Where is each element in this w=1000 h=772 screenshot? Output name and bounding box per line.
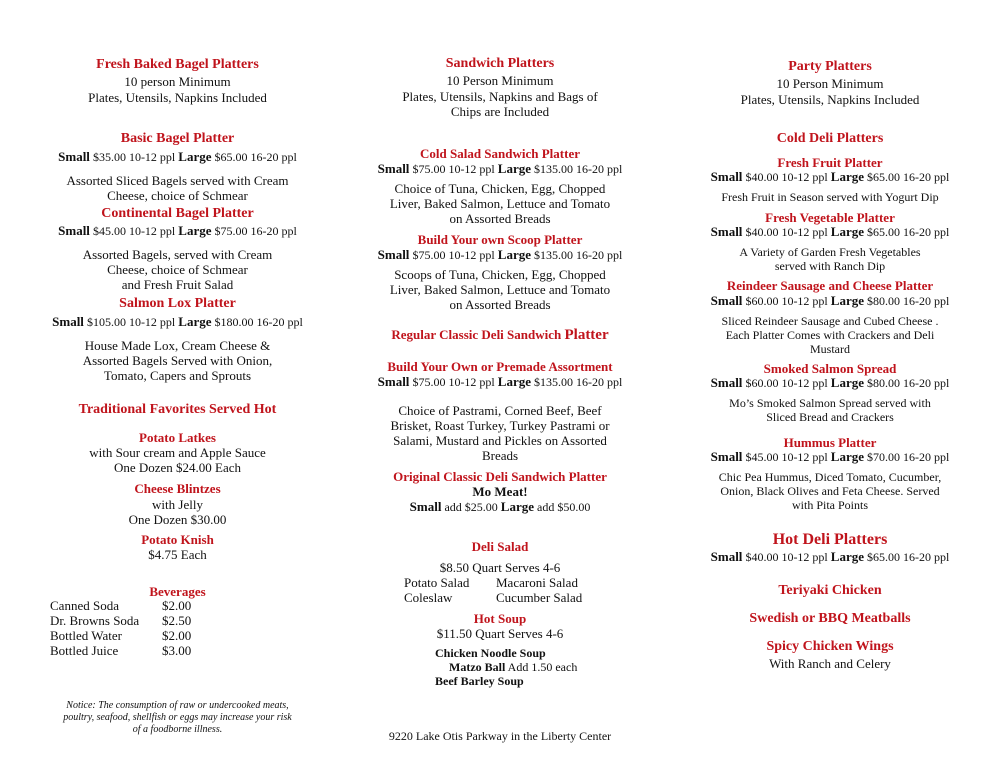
original-deli-sub: Mo Meat! — [472, 484, 528, 499]
list-item: Canned Soda $2.00 — [50, 598, 192, 613]
soup-beef-barley: Beef Barley Soup — [435, 674, 524, 688]
smoked-salmon-prices: Small $60.00 10-12 ppl Large $80.00 16-20 ppl — [710, 375, 950, 390]
smoked-salmon-title: Smoked Salmon Spread — [763, 361, 897, 376]
column-sandwich-platters — [365, 0, 635, 772]
salmon-lox-title: Salmon Lox Platter — [119, 296, 236, 311]
column-party-platters — [700, 0, 960, 772]
bagel-section-title: Fresh Baked Bagel Platters — [96, 57, 259, 72]
fruit-platter-prices: Small $40.00 10-12 ppl Large $65.00 16-20 ppl — [710, 169, 950, 184]
party-minimum: 10 Person Minimum — [776, 76, 884, 91]
hot-favorites-title: Traditional Favorites Served Hot — [78, 402, 277, 417]
basic-bagel-desc: Assorted Sliced Bagels served with Cream Cheese, choice of Schmear — [66, 173, 289, 203]
reindeer-platter-prices: Small $60.00 10-12 ppl Large $80.00 16-20 ppl — [710, 293, 950, 308]
regular-deli-title: Regular Classic Deli Sandwich Platter — [391, 327, 609, 343]
continental-bagel-title: Continental Bagel Platter — [101, 206, 254, 221]
list-item: Potato Salad Macaroni Salad — [404, 575, 578, 590]
reindeer-platter-desc: Sliced Reindeer Sausage and Cubed Cheese . Each Platter Comes with Crackers and Deli Mustard — [721, 314, 939, 356]
cheese-blintzes-desc: with Jelly One Dozen $30.00 — [128, 497, 227, 527]
soup-chicken-noodle: Chicken Noodle Soup — [435, 646, 546, 660]
vegetable-platter-desc: A Variety of Garden Fresh Vegetables served with Ranch Dip — [739, 245, 921, 273]
basic-bagel-prices: Small $35.00 10-12 ppl Large $65.00 16-20 ppl — [58, 149, 297, 164]
address: 9220 Lake Otis Parkway in the Liberty Center — [388, 729, 612, 743]
sandwich-section-title: Sandwich Platters — [445, 56, 555, 71]
teriyaki-chicken: Teriyaki Chicken — [778, 583, 882, 598]
chicken-wings: Spicy Chicken Wings — [766, 639, 894, 654]
vegetable-platter-prices: Small $40.00 10-12 ppl Large $65.00 16-20 ppl — [710, 224, 950, 239]
vegetable-platter-title: Fresh Vegetable Platter — [765, 210, 895, 225]
hot-deli-title: Hot Deli Platters — [772, 531, 888, 548]
list-item: Bottled Juice $3.00 — [50, 643, 192, 658]
potato-latkes-desc: with Sour cream and Apple Sauce One Dozen $24.00 Each — [89, 445, 266, 475]
original-deli-prices: Small add $25.00 Large add $50.00 — [409, 499, 591, 514]
fruit-platter-title: Fresh Fruit Platter — [777, 155, 883, 170]
sandwich-included: Plates, Utensils, Napkins and Bags of Chips are Included — [402, 89, 598, 119]
fruit-platter-desc: Fresh Fruit in Season served with Yogurt Dip — [721, 190, 939, 204]
soup-matzo-ball: Matzo Ball Add 1.50 each — [449, 660, 578, 674]
potato-knish-price: $4.75 Each — [148, 547, 207, 562]
party-included: Plates, Utensils, Napkins Included — [740, 92, 920, 107]
scoop-platter-desc: Scoops of Tuna, Chicken, Egg, Chopped Liver, Baked Salmon, Lettuce and Tomato on Assorted Breads — [389, 267, 611, 312]
build-own-desc: Choice of Pastrami, Corned Beef, Beef Brisket, Roast Turkey, Turkey Pastrami or Salami, Mustard and Pickles on Assorted Breads — [390, 403, 610, 463]
column-bagel-platters — [40, 0, 315, 772]
deli-salad-title: Deli Salad — [471, 539, 529, 554]
cold-salad-prices: Small $75.00 10-12 ppl Large $135.00 16-20 ppl — [377, 161, 623, 176]
cold-salad-title: Cold Salad Sandwich Platter — [420, 146, 580, 161]
potato-latkes-title: Potato Latkes — [139, 430, 216, 445]
salmon-lox-prices: Small $105.00 10-12 ppl Large $180.00 16-20 ppl — [52, 314, 303, 329]
hummus-platter-title: Hummus Platter — [783, 435, 877, 450]
list-item: Coleslaw Cucumber Salad — [404, 590, 583, 605]
scoop-platter-prices: Small $75.00 10-12 ppl Large $135.00 16-20 ppl — [377, 247, 623, 262]
hummus-platter-prices: Small $45.00 10-12 ppl Large $70.00 16-20 ppl — [710, 449, 950, 464]
meatballs: Swedish or BBQ Meatballs — [749, 611, 911, 626]
party-section-title: Party Platters — [788, 59, 872, 74]
reindeer-platter-title: Reindeer Sausage and Cheese Platter — [726, 278, 934, 293]
hummus-platter-desc: Chic Pea Hummus, Diced Tomato, Cucumber, Onion, Black Olives and Feta Cheese. Served with Pita Points — [718, 470, 942, 512]
build-own-prices: Small $75.00 10-12 ppl Large $135.00 16-20 ppl — [377, 374, 623, 389]
bagel-minimum: 10 person Minimum — [124, 74, 231, 89]
build-own-title: Build Your Own or Premade Assortment — [387, 359, 613, 374]
deli-salad-list — [365, 575, 635, 605]
cold-deli-title: Cold Deli Platters — [776, 131, 884, 146]
bagel-included: Plates, Utensils, Napkins Included — [88, 90, 267, 105]
continental-bagel-desc: Assorted Bagels, served with Cream Cheese, choice of Schmear and Fresh Fruit Salad — [82, 247, 273, 292]
basic-bagel-title: Basic Bagel Platter — [120, 131, 235, 146]
smoked-salmon-desc: Mo’s Smoked Salmon Spread served with Sliced Bread and Crackers — [729, 396, 931, 424]
potato-knish-title: Potato Knish — [141, 532, 214, 547]
chicken-wings-sub: With Ranch and Celery — [769, 656, 891, 671]
deli-salad-price: $8.50 Quart Serves 4-6 — [439, 560, 561, 575]
scoop-platter-title: Build Your own Scoop Platter — [417, 232, 583, 247]
cheese-blintzes-title: Cheese Blintzes — [134, 481, 221, 496]
continental-bagel-prices: Small $45.00 10-12 ppl Large $75.00 16-20 ppl — [58, 223, 297, 238]
list-item: Dr. Browns Soda $2.50 — [50, 613, 192, 628]
hot-soup-title: Hot Soup — [473, 611, 527, 626]
beverages-title: Beverages — [149, 584, 206, 599]
list-item: Bottled Water $2.00 — [50, 628, 192, 643]
foodborne-notice: Notice: The consumption of raw or undercooked meats, poultry, seafood, shellfish or eggs may increase your risk of a foodborne illness. — [63, 700, 292, 735]
salmon-lox-desc: House Made Lox, Cream Cheese & Assorted Bagels Served with Onion, Tomato, Capers and Sprouts — [82, 338, 273, 383]
beverages-list — [50, 598, 315, 658]
sandwich-minimum: 10 Person Minimum — [446, 73, 554, 88]
hot-deli-prices: Small $40.00 10-12 ppl Large $65.00 16-20 ppl — [710, 549, 950, 564]
cold-salad-desc: Choice of Tuna, Chicken, Egg, Chopped Liver, Baked Salmon, Lettuce and Tomato on Assorted Breads — [389, 181, 611, 226]
hot-soup-price: $11.50 Quart Serves 4-6 — [436, 626, 564, 641]
original-deli-title: Original Classic Deli Sandwich Platter — [393, 469, 607, 484]
